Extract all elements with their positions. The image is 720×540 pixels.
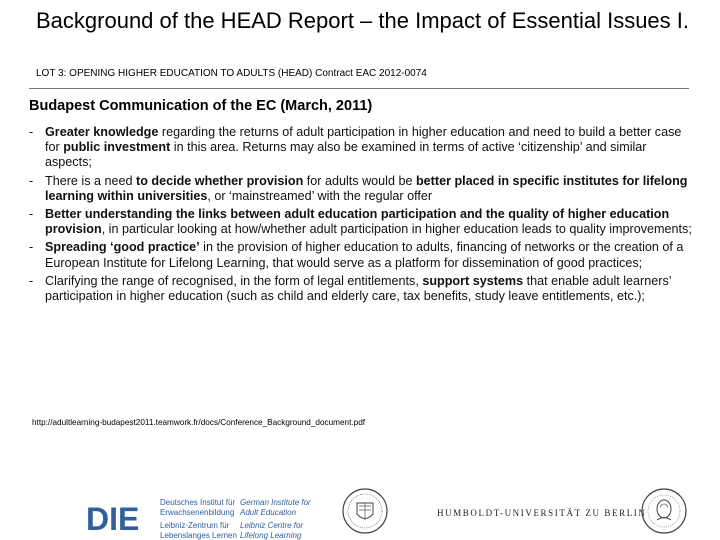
text-run: in this area. Returns may also be examined in terms of active ‘citizenship’ and similar aspects; bbox=[45, 140, 647, 170]
die-logo-lettering: DIE bbox=[86, 501, 140, 534]
slide-title: Background of the HEAD Report – the Impact of Essential Issues I. bbox=[36, 8, 689, 33]
bullet-text bbox=[45, 274, 671, 303]
bold-phrase: to decide whether provision bbox=[136, 173, 304, 188]
die-english-name bbox=[240, 498, 311, 540]
humboldt-university-name: HUMBOLDT-UNIVERSITÄT ZU BERLIN bbox=[437, 508, 647, 518]
die-line: Lebenslanges Lernen bbox=[160, 530, 237, 540]
bullet-text bbox=[45, 240, 683, 269]
section-heading: Budapest Communication of the EC (March, 2011) bbox=[29, 98, 373, 114]
bullet-item bbox=[29, 174, 694, 204]
university-seal-icon bbox=[341, 487, 389, 535]
die-line: Deutsches Institut für bbox=[160, 498, 236, 507]
die-line: Lifelong Learning bbox=[240, 530, 302, 540]
die-line: Leibniz-Zentrum für bbox=[160, 521, 230, 530]
text-run: Clarifying the range of recognised, in the form of legal entitlements, bbox=[45, 273, 423, 288]
bold-phrase: better placed in specific institutes for lifelong learning within universities bbox=[45, 173, 688, 203]
bold-phrase: public investment bbox=[63, 140, 171, 155]
bold-phrase: Spreading ‘good practice’ bbox=[45, 240, 200, 255]
bullet-item bbox=[29, 125, 694, 171]
bullet-text bbox=[45, 174, 688, 203]
die-line: Erwachsenenbildung bbox=[160, 507, 235, 517]
text-run: There is a need bbox=[45, 173, 137, 188]
bullet-dash: - bbox=[29, 173, 34, 188]
bullet-text bbox=[45, 207, 692, 236]
die-line: German Institute for bbox=[240, 498, 311, 507]
bullet-text bbox=[45, 125, 681, 169]
contract-subtitle: LOT 3: OPENING HIGHER EDUCATION TO ADULTS (HEAD) Contract EAC 2012-0074 bbox=[36, 68, 427, 79]
text-run: for adults would be bbox=[303, 173, 416, 188]
die-german-name bbox=[160, 498, 237, 540]
bullet-dash: - bbox=[29, 125, 34, 139]
bullet-list bbox=[29, 125, 694, 307]
text-run: , in particular looking at how/whether adult participation in higher education leads to quality improvements; bbox=[101, 222, 692, 237]
bullet-item bbox=[29, 207, 694, 237]
source-link[interactable]: http://adultlearning-budapest2011.teamwork.fr/docs/Conference_Background_document.pdf bbox=[32, 418, 366, 427]
bold-phrase: Greater knowledge bbox=[45, 125, 159, 139]
text-run: that enable adult learners’ participation in higher education (such as child and elderly care, tax benefits, study leave entitlements, etc.); bbox=[45, 273, 672, 304]
die-line: Adult Education bbox=[240, 507, 297, 517]
bullet-dash: - bbox=[29, 273, 34, 288]
text-run: , or ‘mainstreamed’ with the regular offer bbox=[207, 188, 433, 203]
bold-phrase: support systems bbox=[422, 273, 524, 288]
bullet-dash: - bbox=[29, 207, 34, 222]
bullet-dash: - bbox=[29, 240, 34, 255]
die-line: Leibniz Centre for bbox=[240, 521, 304, 530]
text-run: in the provision of higher education to adults, financing of networks or the creation of a European Institute for Lifelong Learning, that would serve as a platform for dissemination of good practices; bbox=[45, 240, 684, 270]
bullet-item bbox=[29, 240, 694, 270]
header-divider bbox=[29, 88, 689, 89]
die-logo-icon bbox=[84, 500, 154, 534]
bold-phrase: Better understanding the links between adult education participation and the quality of higher education provision bbox=[45, 207, 670, 237]
humboldt-seal-icon bbox=[640, 487, 688, 535]
text-run: regarding the returns of adult participation in higher education and need to build a better case for bbox=[45, 125, 682, 155]
bullet-item bbox=[29, 274, 694, 304]
